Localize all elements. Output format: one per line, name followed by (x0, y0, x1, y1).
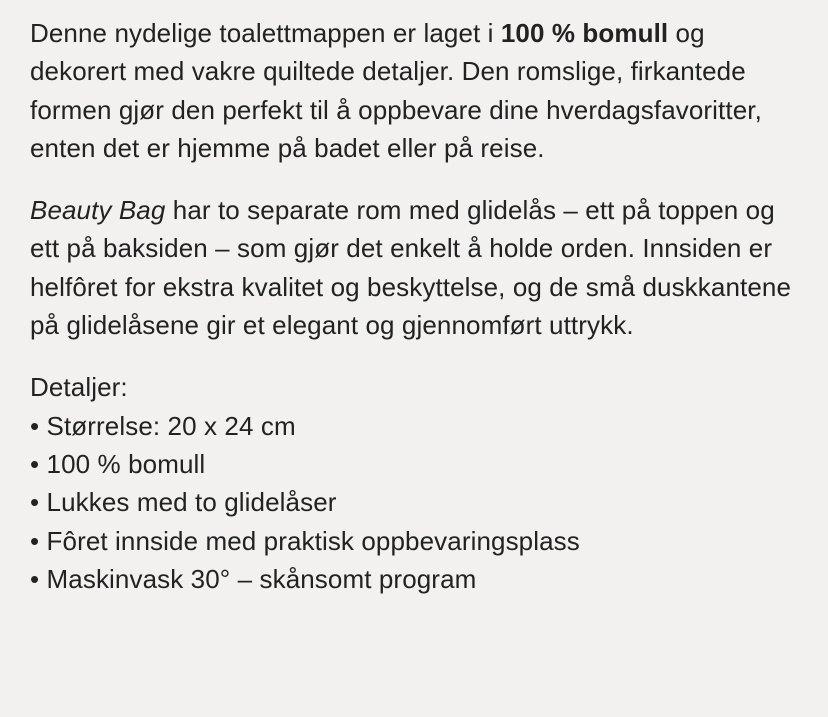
details-item-material: • 100 % bomull (30, 448, 206, 479)
details-item-size: • Størrelse: 20 x 24 cm (30, 410, 296, 441)
details-item-closure: • Lukkes med to glidelåser (30, 487, 337, 518)
description-paragraph-1 (30, 14, 805, 167)
material-highlight: 100 % bomull (500, 18, 669, 48)
paragraph-1-text-start: Denne nydelige toalettmappen er laget i (30, 18, 501, 48)
paragraph-2-text: har to separate rom med glidelås – ett på toppen og ett på baksiden – som gjør det enkelt å holde orden. Innsiden er helfôret for ekstra kvalitet og beskyttelse, og de små duskkantene på glidelåsene gir et elegant og gjennomført uttrykk. (30, 195, 792, 341)
description-paragraph-2 (30, 191, 805, 344)
details-item-lining: • Fôret innside med praktisk oppbevaringsplass (30, 525, 580, 556)
details-item-washing: • Maskinvask 30° – skånsomt program (30, 563, 477, 594)
details-heading: Detaljer: (30, 372, 128, 403)
paragraph-1-text-end: og dekorert med vakre quiltede detaljer. Den romslige, firkantede formen gjør den perfekt til å oppbevare dine hverdagsfavoritter, enten det er hjemme på badet eller på reise. (30, 18, 762, 163)
details-list (30, 407, 805, 598)
product-description (30, 14, 805, 598)
details-section (30, 368, 805, 598)
product-name: Beauty Bag (30, 195, 166, 226)
